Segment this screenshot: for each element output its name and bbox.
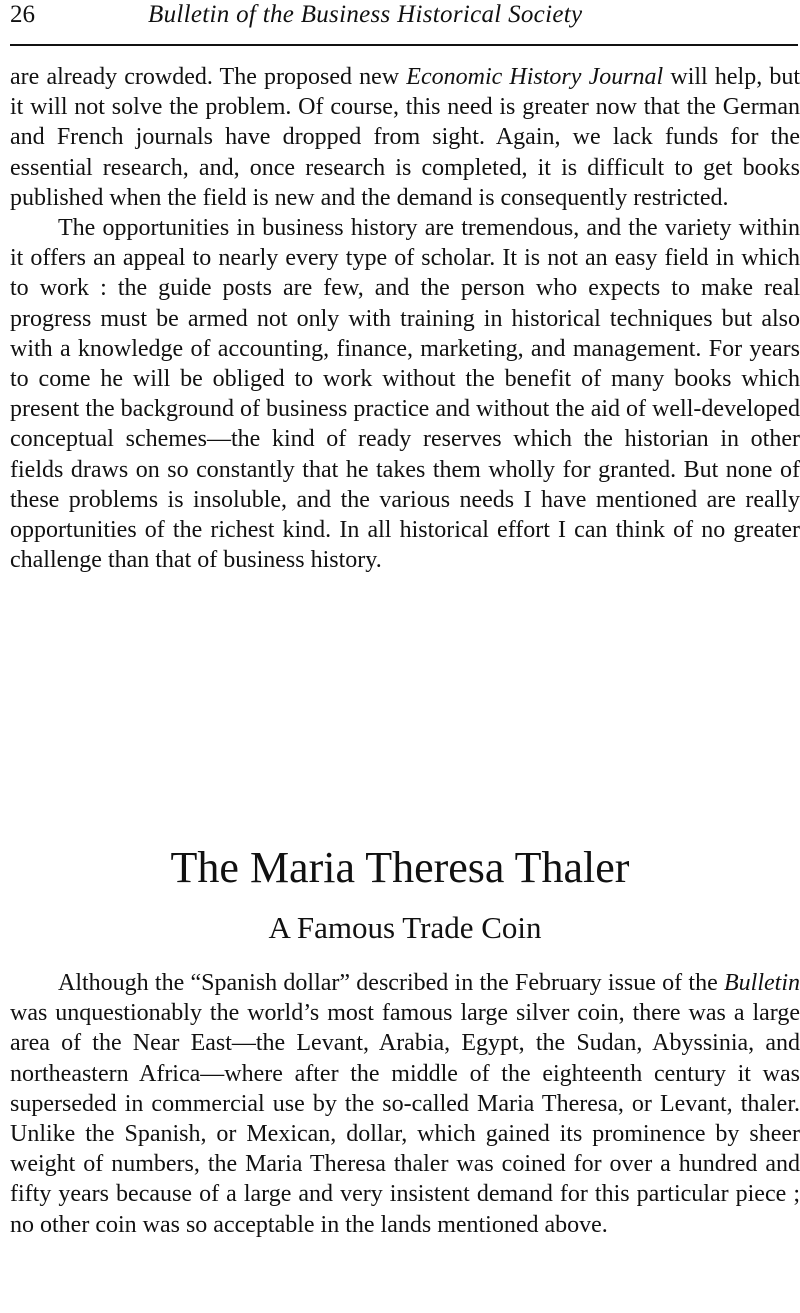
thaler-article-text <box>10 968 800 1240</box>
bulletin-italic: Bulletin <box>724 970 800 996</box>
article-title: The Maria Theresa Thaler <box>170 843 630 892</box>
paragraph-thaler <box>10 968 800 1240</box>
paragraph-text-end: was unquestionably the world’s most famous large silver coin, there was a large area of the Near East—the Levant, Arabia, Egypt, the Sudan, Abyssinia, and northeastern Africa—where after the middle of the eighteenth century it was superseded in commercial use by the so-called Maria Theresa, or Levant, thaler. Unlike the Spanish, or Mexican, dollar, which gained its prominence by sheer weight of numbers, the Maria Theresa thaler was coined for over a hundred and fifty years because of a large and very insistent demand for this particular piece ; no other coin was so acceptable in the lands mentioned above. <box>10 1000 800 1238</box>
paragraph-text-end: will help, but it will not solve the problem. Of course, this need is greater now that the German and French journals have dropped from sight. Again, we lack funds for the essential research, and, once research is completed, it is difficult to get books published when the field is new and the demand is consequently restricted. <box>10 64 800 211</box>
article-subtitle: A Famous Trade Coin <box>268 910 542 945</box>
paragraph-continued <box>10 62 800 213</box>
header-rule <box>10 44 798 46</box>
journal-title: Bulletin of the Business Historical Society <box>148 1 583 28</box>
journal-name-italic: Economic History Journal <box>406 64 664 90</box>
paragraph-opportunities: The opportunities in business history are tremendous, and the variety within it offers an appeal to nearly every type of scholar. It is not an easy field in which to work : the guide posts are few, and the person who expects to make real progress must be armed not only with training in historical techniques but also with a knowledge of accounting, finance, marketing, and management. For years to come he will be obliged to work without the benefit of many books which present the background of business practice and without the aid of well-developed conceptual schemes—the kind of ready reserves which the historian in other fields draws on so constantly that he takes them wholly for granted. But none of these problems is insoluble, and the various needs I have mentioned are really opportunities of the richest kind. In all historical effort I can think of no greater challenge than that of business history. <box>10 215 800 574</box>
continued-article-text <box>10 62 800 575</box>
paragraph-text-start: Although the “Spanish dollar” described in the February issue of the <box>58 970 725 996</box>
page-number: 26 <box>10 1 35 28</box>
paragraph-text-start: are already crowded. The proposed new <box>10 64 407 90</box>
running-head <box>10 0 800 36</box>
